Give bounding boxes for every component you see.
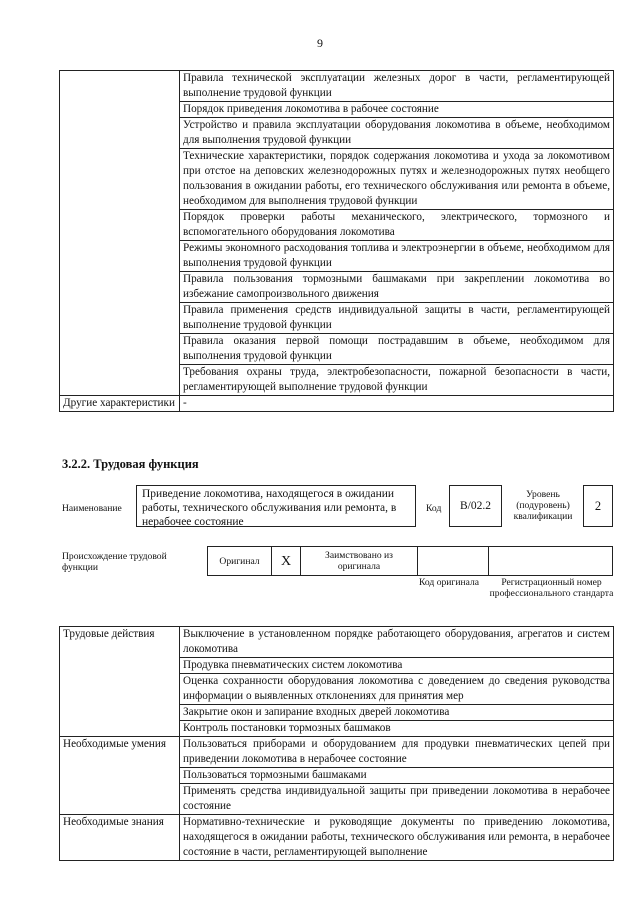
table-cell: Нормативно-технические и руководящие документы по приведению локомотива, находящегося в ожидании работы, технического обслуживания или ремонта, в нерабочее состояние в части, регламентирующей выполнение xyxy=(180,815,614,861)
name-label: Наименование xyxy=(62,503,122,514)
knowledge-table-continued xyxy=(59,70,614,412)
table-cell: Применять средства индивидуальной защиты при приведении локомотива в нерабочее состояние xyxy=(180,784,614,815)
table-cell: Правила оказания первой помощи пострадавшим в объеме, необходимом для выполнения трудовой функции xyxy=(180,334,614,365)
row-label: Другие характеристики xyxy=(60,396,180,412)
code-original-caption: Код оригинала xyxy=(418,577,480,588)
origin-label: Происхождение трудовой функции xyxy=(62,551,167,573)
table-cell: Оценка сохранности оборудования локомотива с доведением до сведения руководства информации о выявленных отклонениях для принятия мер xyxy=(180,674,614,705)
table-cell: Правила применения средств индивидуальной защиты в части, регламентирующей выполнение трудовой функции xyxy=(180,303,614,334)
row-label: Необходимые умения xyxy=(60,737,180,815)
original-mark-cell: X xyxy=(272,547,301,576)
table-cell: Закрытие окон и запирание входных дверей локомотива xyxy=(180,705,614,721)
reg-number-cell xyxy=(489,547,613,576)
table-row xyxy=(60,71,614,102)
table-cell: Правила пользования тормозными башмаками при закреплении локомотива во избежание самопроизвольного движения xyxy=(180,272,614,303)
table-cell: Продувка пневматических систем локомотива xyxy=(180,658,614,674)
table-row xyxy=(60,627,614,658)
qualification-level-field: 2 xyxy=(583,485,613,527)
table-cell: Пользоваться тормозными башмаками xyxy=(180,768,614,784)
table-cell: - xyxy=(180,396,614,412)
reg-number-caption: Регистрационный номер профессионального стандарта xyxy=(489,577,614,599)
table-row xyxy=(60,815,614,861)
labor-function-table xyxy=(59,626,614,861)
table-cell: Пользоваться приборами и оборудованием для продувки пневматических цепей при приведении локомотива в нерабочее состояние xyxy=(180,737,614,768)
table-row xyxy=(60,737,614,768)
borrowed-cell: Заимствовано из оригинала xyxy=(301,547,418,576)
code-label: Код xyxy=(426,503,442,514)
function-name-field: Приведение локомотива, находящегося в ожидании работы, технического обслуживания или ремонта, в нерабочее состояние xyxy=(136,485,416,527)
section-title: 3.2.2. Трудовая функция xyxy=(62,457,199,471)
table-cell: Порядок приведения локомотива в рабочее состояние xyxy=(180,102,614,118)
table-cell: Выключение в установленном порядке работающего оборудования, агрегатов и систем локомотива xyxy=(180,627,614,658)
table-row xyxy=(60,396,614,412)
row-label: Трудовые действия xyxy=(60,627,180,737)
row-label xyxy=(60,71,180,396)
qualification-level-label: Уровень (подуровень) квалификации xyxy=(513,489,573,522)
table-cell: Требования охраны труда, электробезопасности, пожарной безопасности в части, регламентирующей выполнение трудовой функции xyxy=(180,365,614,396)
table-cell: Порядок проверки работы механического, электрического, тормозного и вспомогательного оборудования локомотива xyxy=(180,210,614,241)
origin-table xyxy=(207,546,613,576)
table-cell: Контроль постановки тормозных башмаков xyxy=(180,721,614,737)
function-code-field: В/02.2 xyxy=(449,485,502,527)
row-label: Необходимые знания xyxy=(60,815,180,861)
table-cell: Правила технической эксплуатации железных дорог в части, регламентирующей выполнение трудовой функции xyxy=(180,71,614,102)
code-original-cell xyxy=(418,547,489,576)
table-cell: Режимы экономного расходования топлива и электроэнергии в объеме, необходимом для выполнения трудовой функции xyxy=(180,241,614,272)
page-number: 9 xyxy=(317,36,323,50)
table-cell: Технические характеристики, порядок содержания локомотива и ухода за локомотивом при отстое на деповских железнодорожных путях и железнодорожных путях необщего пользования в ожидании работы, его технического обслуживания или ремонта в объеме, необходимом для выполнения трудовой функции xyxy=(180,149,614,210)
table-cell: Устройство и правила эксплуатации оборудования локомотива в объеме, необходимом для выполнения трудовой функции xyxy=(180,118,614,149)
original-cell: Оригинал xyxy=(208,547,272,576)
